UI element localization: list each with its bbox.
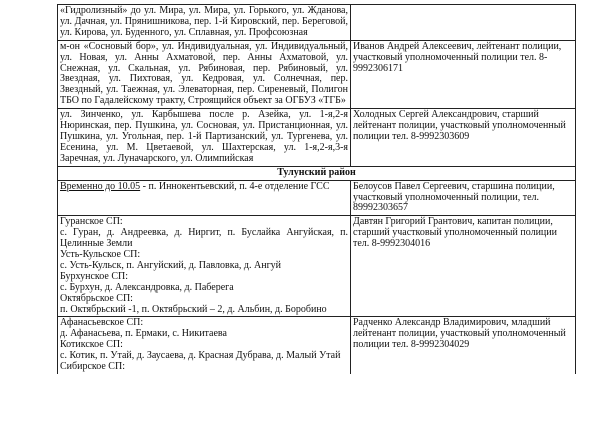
settlement-heading: Сибирское СП: [60, 361, 125, 373]
settlement-list: с. Усть-Кульск, п. Ангуйский, д. Павловка, д. Ангуй [60, 259, 282, 271]
territory-cell [58, 317, 351, 374]
table-row [58, 5, 576, 41]
assignment-table [57, 4, 576, 374]
table-row [58, 317, 576, 374]
territory-cell: ул. Зинченко, ул. Карбышева после р. Азейка, ул. 1-я,2-я Нюринская, пер. Пушкина, ул. Сосновая, ул. Пристанционная, ул. Пушкина, ул. Угольная, пер. 1-й Партизанский, ул. Тургенева, ул. Есенина, ул. М. Цветаевой, ул. Шахтерская, ул. 1-я,2-я,3-я Заречная, ул. Луначарского, ул. Олимпийская [58, 109, 351, 167]
officer-cell [351, 5, 576, 41]
officer-cell: Радченко Александр Владимирович, младший лейтенант полиции, участковый уполномоченный полиции тел. 8-9992304029 [351, 317, 576, 374]
officer-cell: Давтян Григорий Грантович, капитан полиции, старший участковый уполномоченный полиции тел. 8-9992304016 [351, 216, 576, 317]
settlement-heading: Октябрьское СП: [60, 292, 133, 304]
officer-cell: Белоусов Павел Сергеевич, старшина полиции, участковый уполномоченный полиции, тел. 89992303657 [351, 180, 576, 216]
settlement-list: с. Гуран, д. Андреевка, д. Ниргит, п. Буслайка Ангуйская, п. Целинные Земли [60, 227, 348, 250]
temporary-period: Временно до 10.05 [60, 180, 141, 192]
settlement-heading: Котикское СП: [60, 339, 123, 351]
settlement-list: п. Октябрьский -1, п. Октябрьский – 2, д. Альбин, д. Боробино [60, 303, 327, 315]
settlement-heading: Афанасьевское СП: [60, 317, 144, 329]
territory-cell: «Гидролизный» до ул. Мира, ул. Мира, ул. Горького, ул. Жданова, ул. Дачная, ул. Прянишникова, пер. 1-й Кировский, пер. Береговой, ул. Кирова, ул. Буденного, ул. Сплавная, ул. Профсоюзная [58, 5, 351, 41]
officer-cell: Иванов Андрей Алексеевич, лейтенант полиции, участковый уполномоченный полиции тел. 8-9992306171 [351, 40, 576, 108]
settlement-heading: Бурхунское СП: [60, 270, 128, 282]
territory-cell: м-он «Сосновый бор», ул. Индивидуальная, ул. Индивидуальный, ул. Новая, ул. Анны Ахматовой, пер. Анны Ахматовой, ул. Снежная, ул. Скальная, ул. Рябиновая, пер. Рябиновый, ул. Звездная, ул. Пихтовая, ул. Кедровая, ул. Солнечная, пер. Звездный, ул. Таежная, ул. Элеваторная, пер. Сиреневый, Полигон ТБО по Гадалейскому тракту, Строящийся объект за ОГБУЗ «ТГБ» [58, 40, 351, 108]
table-row [58, 109, 576, 167]
officer-cell: Холодных Сергей Александрович, старший лейтенант полиции, участковый уполномоченный полиции тел. 8-9992303609 [351, 109, 576, 167]
table-row [58, 180, 576, 216]
settlement-heading: Усть-Кульское СП: [60, 249, 141, 261]
table-row [58, 216, 576, 317]
territory-cell [58, 216, 351, 317]
settlement-list: с. Котик, п. Утай, д. Заусаева, д. Красная Дубрава, д. Малый Утай [60, 350, 341, 362]
table-row [58, 40, 576, 108]
settlement-list: с. Бурхун, д. Александровка, д. Паберега [60, 281, 234, 293]
settlement-list: д. Афанасьева, п. Ермаки, с. Никитаева [60, 328, 227, 340]
territory-text: - п. Иннокентьевский, п. 4-е отделение ГСС [140, 180, 330, 192]
section-header-row [58, 166, 576, 180]
settlement-heading: Гуранское СП: [60, 216, 123, 228]
territory-cell [58, 180, 351, 216]
district-title: Тулунский район [58, 166, 576, 180]
